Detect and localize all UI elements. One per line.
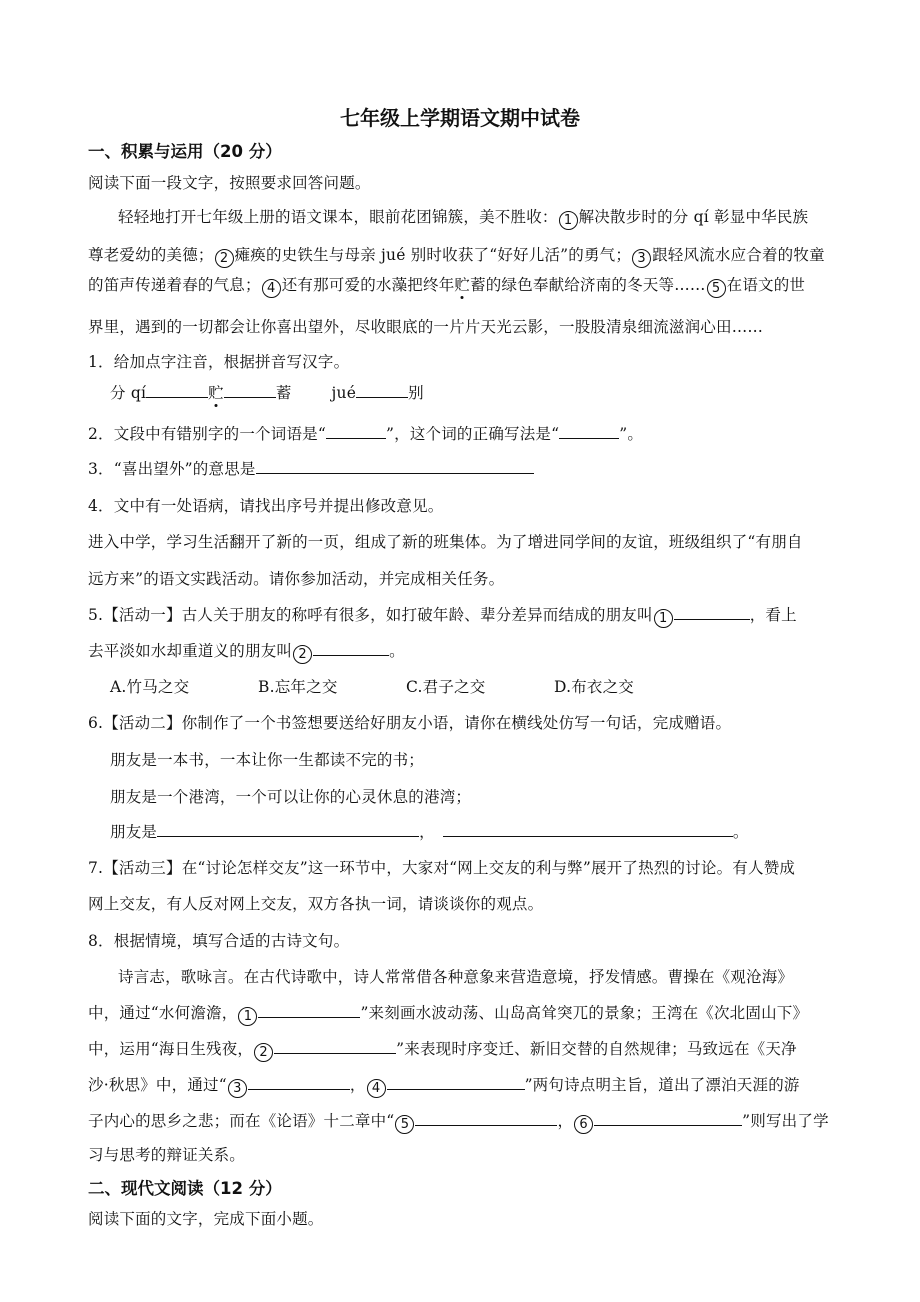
answer-blank[interactable]	[594, 1111, 742, 1126]
circled-number: 1	[238, 1007, 257, 1026]
option-a[interactable]: A.竹马之交	[110, 678, 190, 696]
circled-number: 2	[215, 249, 234, 268]
circled-number: 4	[367, 1079, 386, 1098]
answer-blank[interactable]	[157, 822, 419, 837]
example-sentence: 朋友是一个港湾，一个可以让你的心灵休息的港湾；	[110, 788, 472, 806]
question-8-line: 习与思考的辩证关系。	[88, 1146, 246, 1164]
question-7: 7.【活动三】在“讨论怎样交友”这一环节中，大家对“网上交友的利与弊”展开了热烈的讨论。有人赞成	[88, 859, 796, 877]
answer-blank[interactable]	[146, 383, 208, 398]
question-8-label: 8．根据情境，填写合适的古诗文句。	[88, 932, 350, 950]
circled-number: 5	[707, 279, 726, 298]
answer-blank[interactable]	[387, 1075, 525, 1090]
circled-number: 3	[632, 249, 651, 268]
answer-blank[interactable]	[224, 383, 276, 398]
dotted-character: 贮	[454, 276, 471, 294]
answer-blank[interactable]	[674, 605, 750, 620]
section-heading-1: 一、积累与运用（20 分）	[88, 142, 282, 161]
option-b[interactable]: B.忘年之交	[258, 678, 338, 696]
dotted-character: 贮	[208, 384, 224, 402]
section-heading-2: 二、现代文阅读（12 分）	[88, 1179, 282, 1198]
question-6-answer: 朋友是 ， 。	[110, 823, 749, 841]
answer-blank[interactable]	[274, 1039, 396, 1054]
passage-line: 尊老爱幼的美德； 2 瘫痪的史铁生与母亲 jué 别时收获了“好好儿活”的勇气； 3 跟轻风流水应合着的牧童	[88, 246, 825, 266]
question-5: 5.【活动一】古人关于朋友的称呼有很多，如打破年龄、辈分差异而结成的朋友叫 1 ，看上	[88, 606, 797, 626]
page-title: 七年级上学期语文期中试卷	[340, 106, 580, 130]
option-c[interactable]: C.君子之交	[406, 678, 486, 696]
question-7: 网上交友，有人反对网上交友，双方各执一词，请谈谈你的观点。	[88, 895, 544, 913]
question-8-line: 沙·秋思》中，通过“ 3 ， 4 ”两句诗点明主旨，道出了漂泊天涯的游	[88, 1076, 800, 1096]
context-line: 进入中学，学习生活翻开了新的一页，组成了新的班集体。为了增进同学间的友谊，班级组织了“有朋自	[88, 533, 803, 551]
circled-number: 4	[262, 279, 281, 298]
question-4: 4．文中有一处语病，请找出序号并提出修改意见。	[88, 497, 444, 515]
circled-number: 2	[293, 645, 312, 664]
passage-line: 界里，遇到的一切都会让你喜出望外，尽收眼底的一片片天光云影，一股股清泉细流滋润心田……	[88, 318, 764, 336]
question-3: 3．“喜出望外”的意思是	[88, 457, 534, 479]
circled-number: 5	[395, 1115, 414, 1134]
passage-line: 轻轻地打开七年级上册的语文课本，眼前花团锦簇，美不胜收： 1 解决散步时的分 qí 彰显中华民族	[118, 208, 809, 228]
answer-blank[interactable]	[258, 1003, 360, 1018]
answer-blank[interactable]	[313, 641, 389, 656]
answer-blank[interactable]	[248, 1075, 350, 1090]
option-d[interactable]: D.布衣之交	[554, 678, 635, 696]
question-5-options	[110, 675, 702, 697]
answer-blank[interactable]	[356, 383, 408, 398]
question-8-line: 中，运用“海日生残夜， 2 ”来表现时序变迁、新旧交替的自然规律；马致远在《天净	[88, 1040, 797, 1060]
question-1-blanks: 分 qí 贮 蓄 jué 别	[110, 384, 424, 402]
answer-blank[interactable]	[326, 424, 386, 439]
circled-number: 2	[254, 1043, 273, 1062]
circled-number: 1	[559, 211, 578, 230]
question-8-line: 子内心的思乡之悲；而在《论语》十二章中“ 5 ， 6 ”则写出了学	[88, 1112, 829, 1132]
question-8-line: 中，通过“水何澹澹， 1 ”来刻画水波动荡、山岛高耸突兀的景象；王湾在《次北固山下》	[88, 1004, 809, 1024]
question-2: 2．文段中有错别字的一个词语是“ ”，这个词的正确写法是“ ”。	[88, 425, 644, 443]
question-5: 去平淡如水却重道义的朋友叫 2 。	[88, 642, 405, 662]
passage-line: 的笛声传递着春的气息； 4 还有那可爱的水藻把终年贮蓄的绿色奉献给济南的冬天等…… 5 在语文的世	[88, 276, 806, 296]
context-line: 远方来”的语文实践活动。请你参加活动，并完成相关任务。	[88, 570, 505, 588]
section-instruction-2: 阅读下面的文字，完成下面小题。	[88, 1210, 324, 1228]
question-8-line: 诗言志，歌咏言。在古代诗歌中，诗人常常借各种意象来营造意境，抒发情感。曹操在《观沧海》	[118, 968, 794, 986]
answer-blank[interactable]	[559, 424, 619, 439]
example-sentence: 朋友是一本书，一本让你一生都读不完的书；	[110, 751, 425, 769]
circled-number: 6	[574, 1115, 593, 1134]
question-1-label: 1．给加点字注音，根据拼音写汉字。	[88, 353, 350, 371]
answer-blank[interactable]	[443, 822, 733, 837]
answer-blank[interactable]	[415, 1111, 557, 1126]
answer-blank[interactable]	[256, 459, 534, 474]
section-instruction-1: 阅读下面一段文字，按照要求回答问题。	[88, 174, 371, 192]
circled-number: 3	[228, 1079, 247, 1098]
circled-number: 1	[654, 609, 673, 628]
question-6-label: 6.【活动二】你制作了一个书签想要送给好朋友小语，请你在横线处仿写一句话，完成赠语。	[88, 714, 732, 732]
